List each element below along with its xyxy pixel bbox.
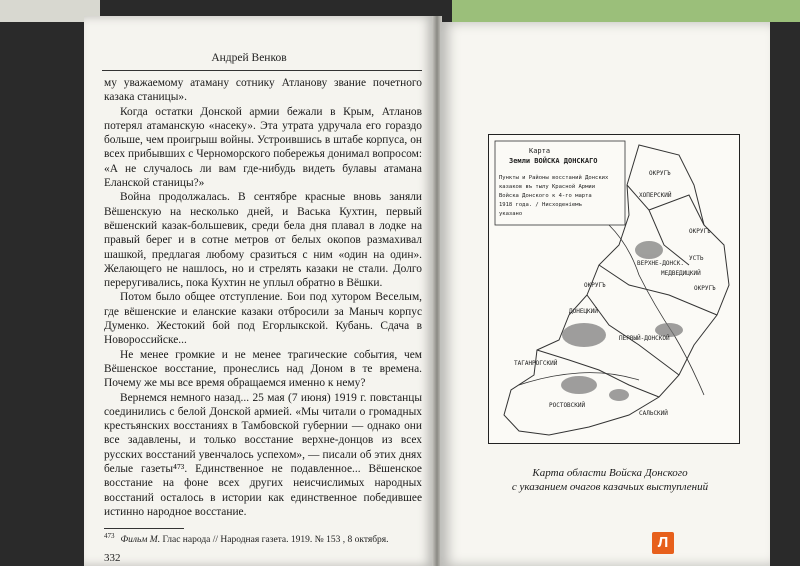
map-label: ОКРУГЪ: [649, 170, 671, 177]
map-legend-line: казаков въ тылу Красной Армии: [499, 184, 596, 190]
uprising-area: [609, 389, 629, 401]
right-page: [440, 22, 770, 566]
map-title: Карта: [529, 147, 551, 155]
map-legend-line: Пункты и Районы восстаний Донских: [499, 175, 609, 181]
header-rule: [102, 70, 422, 71]
map-legend-line: указано: [499, 211, 523, 217]
footnote-text: Глас народа // Народная газета. 1919. № 153 , 8 октября.: [162, 535, 389, 546]
publisher-logo-letter: Л: [657, 534, 669, 551]
okrug-border: [649, 195, 704, 225]
running-head: Андрей Венков: [211, 52, 287, 64]
footnote-author: Фильм М.: [120, 535, 161, 546]
map-label: МЕДВЕДИЦКИЙ: [661, 270, 701, 277]
caption-line: Карта области Войска Донского: [532, 467, 688, 479]
map-legend-line: Войска Донского к 4-го марта: [499, 193, 592, 199]
map-label: ТАГАНРОГСКИЙ: [514, 360, 558, 367]
okrug-border: [537, 350, 659, 397]
paragraph: Потом было общее отступление. Бои под хутором Веселым, где вёшенские и еланские казаки отбросили за Маныч корпус Думенко. Жестокий бой под Егорлыкской. Кубань. Сдача в Новороссийске...: [104, 291, 422, 347]
map-legend-line: 1918 года. / Нисходеніемъ: [499, 202, 582, 208]
map-label: УСТЬ: [689, 255, 704, 262]
uprising-area: [561, 376, 597, 394]
cover-edge-green: [452, 0, 800, 22]
footnote: [104, 532, 422, 545]
uprising-area: [635, 241, 663, 259]
paragraph: Вернемся немного назад... 25 мая (7 июня) 1919 г. повстанцы соединились с белой Донской армией. «Мы читали о громадных крестьянских восстаниях в Тамбовской губернии — однако они все задавлены, и только восстание верхне-донцов из всех русских восстаний увенчалось успехом», — писали об этих днях белые газеты⁴⁷³. Единственное не подавленное... Вёшенское восстание на фоне всех других неисчислимых народных восстаний осталось в истории как единственное победившее истинно народное восстание.: [104, 391, 422, 518]
map-label: ОКРУГЪ: [694, 285, 716, 292]
map-label: ВЕРХНЕ-ДОНСК.: [637, 260, 684, 267]
map-label: ХОПЕРСКИЙ: [639, 192, 672, 199]
caption-line: с указанием очагов казачьих выступлений: [511, 481, 709, 493]
page-number: 332: [104, 552, 121, 564]
paragraph: Не менее громкие и не менее трагические события, чем Вёшенское восстание, пронеслись над Доном в те времена. Почему же мы все время обращаемся именно к нему?: [104, 348, 422, 390]
paragraph: Война продолжалась. В сентябре красные вновь заняли Вёшенскую на несколько дней, и Васька Кухтин, первый вёшенский казак-большевик, среди бела дня плавал в лодке на правый берег и в сотне метров от белых окопов размахивал шашкой, предлагая любому сразиться с ним «один на один». Желающего не нашлось, но и стрелять казаки не стали. Долго переругивались, пока Кухтин не уплыл обратно в Вёшки.: [104, 191, 422, 290]
historical-map: [488, 134, 740, 444]
publisher-logo: [652, 532, 674, 554]
map-caption: [460, 466, 760, 494]
map-label: ПЕРВЫЙ-ДОНСКОЙ: [619, 335, 670, 342]
paragraph: му уважаемому атаману сотнику Атланову звание почетного казака станицы».: [104, 77, 422, 104]
map-label: ОКРУГЪ: [584, 282, 606, 289]
map-label: ДОНЕЦКИЙ: [569, 308, 598, 315]
map-drawing: [489, 135, 739, 443]
body-text: [104, 76, 422, 519]
map-title: Земли ВОЙСКА ДОНСКАГО: [509, 157, 598, 165]
uprising-area: [562, 323, 606, 347]
paragraph: Когда остатки Донской армии бежали в Крым, Атланов потерял атаманскую «насеку». Эта утрата удручала его гораздо больше, чем проигрыш войны. Устроившись в штабе корпуса, он всех прибывших с Черноморского побережья донимал вопросом: «А не случалось ли вам где-нибудь видеть булавы атамана Еланской станицы?»: [104, 105, 422, 190]
footnote-rule: [104, 528, 184, 529]
left-page: [84, 16, 434, 566]
footnote-number: 473: [104, 532, 115, 540]
map-label: САЛЬСКИЙ: [639, 410, 668, 417]
map-label: ОКРУГЪ: [689, 228, 711, 235]
map-label: РОСТОВСКИЙ: [549, 402, 586, 409]
